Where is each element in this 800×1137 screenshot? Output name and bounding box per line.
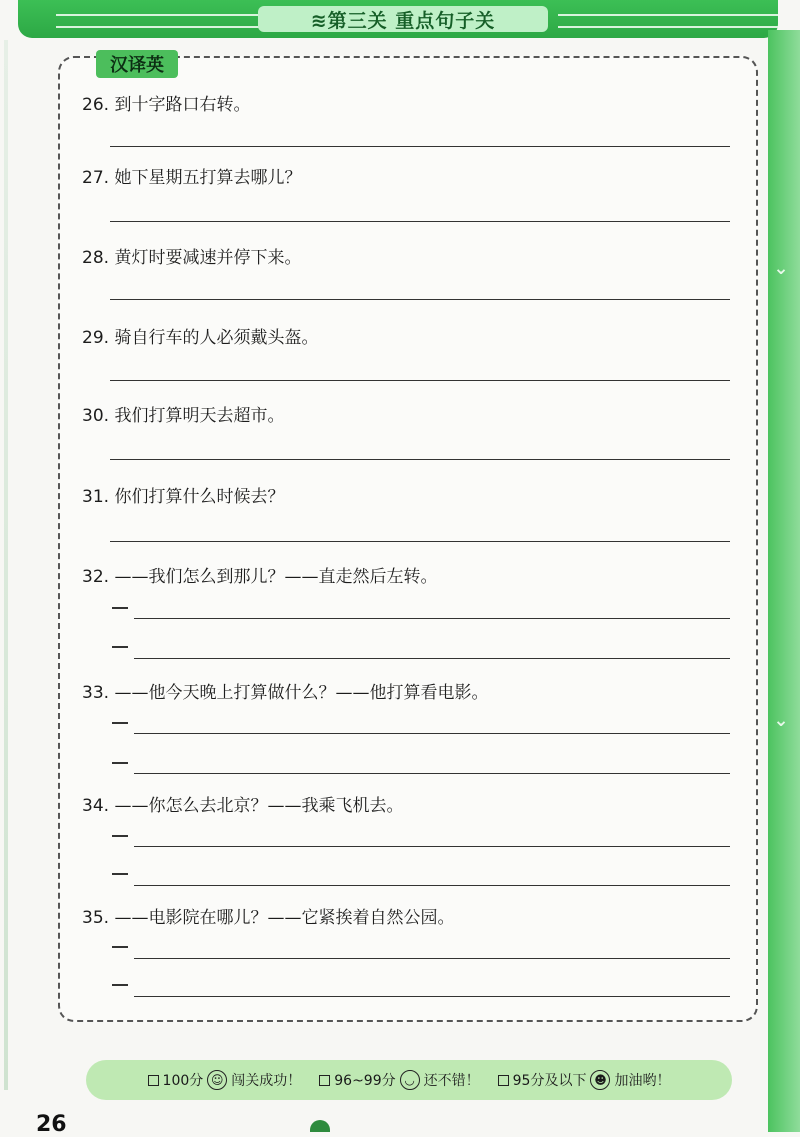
question-29: 29. 骑自行车的人必须戴头盔。 [82, 328, 319, 348]
side-bar [768, 30, 800, 1132]
chevron-down-icon: ⌄ [773, 258, 789, 279]
dialog-dash [112, 984, 128, 986]
question-31: 31. 你们打算什么时候去？ [82, 487, 285, 507]
exercise-card [58, 56, 758, 1022]
answer-line[interactable] [110, 380, 730, 381]
question-34: 34. ——你怎么去北京？——我乘飞机去。 [82, 796, 404, 816]
dialog-dash [112, 762, 128, 764]
score-label: 96~99分 [334, 1073, 396, 1089]
answer-line[interactable] [134, 958, 730, 959]
answer-line[interactable] [134, 733, 730, 734]
answer-line[interactable] [134, 885, 730, 886]
checkbox[interactable] [148, 1075, 159, 1086]
cheer-face-icon: ☻ [590, 1070, 610, 1090]
score-item-100 [148, 1070, 302, 1090]
question-30: 30. 我们打算明天去超市。 [82, 406, 285, 426]
banner-stripe-right [558, 14, 778, 28]
dialog-dash [112, 646, 128, 648]
answer-line[interactable] [134, 658, 730, 659]
answer-line[interactable] [110, 299, 730, 300]
smile-face-icon: ◡ [400, 1070, 420, 1090]
page-edge [4, 40, 8, 1090]
question-26: 26. 到十字路口右转。 [82, 95, 251, 115]
banner-title-text: ≋第三关 重点句子关 [310, 9, 496, 32]
answer-line[interactable] [134, 996, 730, 997]
answer-line[interactable] [134, 773, 730, 774]
question-35: 35. ——电影院在哪儿？——它紧挨着自然公园。 [82, 908, 455, 928]
score-message: 加油哟！ [614, 1073, 671, 1089]
answer-line[interactable] [110, 221, 730, 222]
checkbox[interactable] [498, 1075, 509, 1086]
mascot-icon [310, 1120, 330, 1132]
dialog-dash [112, 722, 128, 724]
dialog-dash [112, 835, 128, 837]
score-bar [86, 1060, 732, 1100]
section-label-text: 汉译英 [110, 55, 164, 76]
dialog-dash [112, 607, 128, 609]
question-33: 33. ——他今天晚上打算做什么？——他打算看电影。 [82, 683, 489, 703]
answer-line[interactable] [110, 459, 730, 460]
score-item-95-below [498, 1070, 671, 1090]
banner-title [258, 6, 548, 32]
answer-line[interactable] [134, 618, 730, 619]
score-item-96-99 [319, 1070, 479, 1090]
score-message: 还不错！ [423, 1073, 480, 1089]
score-label: 95分及以下 [512, 1073, 587, 1089]
dialog-dash [112, 946, 128, 948]
section-label [96, 50, 178, 78]
answer-line[interactable] [110, 146, 730, 147]
chevron-down-icon: ⌄ [773, 710, 789, 731]
question-28: 28. 黄灯时要减速并停下来。 [82, 248, 302, 268]
question-32: 32. ——我们怎么到那儿？——直走然后左转。 [82, 567, 438, 587]
answer-line[interactable] [110, 541, 730, 542]
dialog-dash [112, 873, 128, 875]
page-number: 26 [36, 1112, 67, 1137]
question-27: 27. 她下星期五打算去哪儿？ [82, 168, 302, 188]
banner-stripe-left [56, 14, 266, 28]
answer-line[interactable] [134, 846, 730, 847]
checkbox[interactable] [319, 1075, 330, 1086]
score-label: 100分 [162, 1073, 204, 1089]
happy-face-icon: ☺ [207, 1070, 227, 1090]
score-message: 闯关成功！ [231, 1073, 302, 1089]
